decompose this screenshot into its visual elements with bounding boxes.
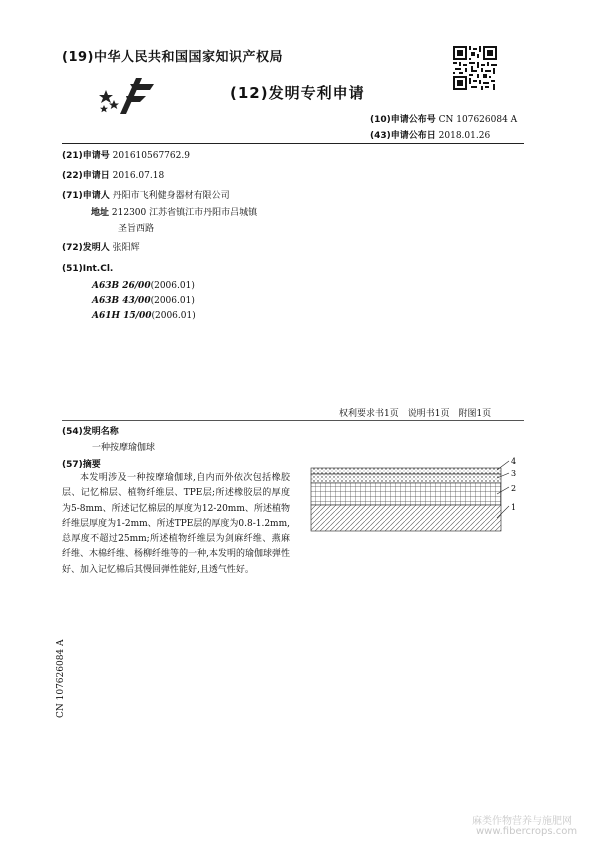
figure-label: 1 (511, 503, 517, 512)
page-count-info: 权利要求书1页 说明书1页 附图1页 (339, 409, 492, 419)
layer-4-tpe (311, 468, 501, 474)
applicant-label: (71)申请人 (62, 191, 110, 201)
layer-3-fiber (311, 474, 501, 483)
application-number: 201610567762.9 (112, 151, 190, 161)
application-number-row (62, 148, 190, 161)
publication-number-row (370, 112, 517, 125)
issuing-authority: (19)中华人民共和国国家知识产权局 (62, 50, 283, 65)
address-line-1: 212300 江苏省镇江市丹阳市吕城镇 (111, 208, 258, 218)
inventor-name: 张阳辉 (112, 243, 140, 253)
address-label: 地址 (91, 208, 110, 218)
document-type: (12)发明专利申请 (230, 84, 365, 102)
address-line-2: 圣旨西路 (118, 224, 155, 234)
figure-label: 3 (511, 469, 517, 478)
cnipa-logo-icon (96, 76, 156, 116)
publication-number: CN 107626084 A (438, 115, 518, 125)
ipc-code: A63B 26/00 (92, 281, 151, 291)
applicant-row (62, 188, 230, 201)
ipc-code: A61H 15/00 (92, 311, 152, 321)
layer-structure-figure (305, 456, 527, 536)
abstract-text: 本发明涉及一种按摩瑜伽球,自内而外依次包括橡胶层、记忆棉层、植物纤维层、TPE层;所述橡胶层的厚度为5-8mm、所述记忆棉层的厚度为12-20mm、所述植物纤维层厚度为1-2mm、所述TPE层的厚度为0.8-1.2mm,总厚度不超过25mm;所述植物纤维层为剑麻纤维、燕麻纤维、木棉纤维、杨柳纤维等的一种,本发明的瑜伽球弹性好、加入记忆棉后其慢回弹性能好,且透气性好。 (62, 473, 290, 575)
address-row (91, 205, 257, 218)
publication-date-row (370, 128, 490, 141)
qr-code-icon (453, 46, 497, 90)
figure-label: 2 (511, 484, 517, 493)
publication-date-label: (43)申请公布日 (370, 131, 436, 141)
leader-line-4 (497, 461, 509, 470)
int-cl-label: (51)Int.Cl. (62, 264, 114, 274)
ipc-version: (2006.01) (150, 281, 195, 291)
publication-date: 2018.01.26 (438, 131, 491, 141)
filing-date-row (62, 168, 164, 181)
ipc-version: (2006.01) (151, 311, 196, 321)
inventor-row (62, 240, 140, 253)
title-label: (54)发明名称 (62, 427, 119, 437)
ipc-code: A63B 43/00 (92, 296, 151, 306)
side-publication-number: CN 107626084 A (56, 639, 66, 718)
filing-date: 2016.07.18 (112, 171, 165, 181)
application-number-label: (21)申请号 (62, 151, 110, 161)
ipc-row (92, 296, 195, 306)
applicant-name: 丹阳市飞利健身器材有限公司 (112, 191, 230, 201)
header-divider (62, 143, 524, 144)
watermark-line-2: www.fibercrops.com (476, 826, 578, 837)
publication-number-label: (10)申请公布号 (370, 115, 436, 125)
filing-date-label: (22)申请日 (62, 171, 110, 181)
layer-1-rubber (311, 505, 501, 531)
pages-divider (62, 420, 524, 421)
ipc-row (92, 311, 196, 321)
abstract-label: (57)摘要 (62, 460, 101, 470)
ipc-row (92, 281, 195, 291)
inventor-label: (72)发明人 (62, 243, 110, 253)
figure-label: 4 (511, 457, 517, 466)
layer-2-memory-foam (311, 483, 501, 505)
ipc-version: (2006.01) (150, 296, 195, 306)
invention-title: 一种按摩瑜伽球 (92, 443, 156, 453)
watermark-line-1: 麻类作物营养与施肥网 (472, 816, 572, 827)
